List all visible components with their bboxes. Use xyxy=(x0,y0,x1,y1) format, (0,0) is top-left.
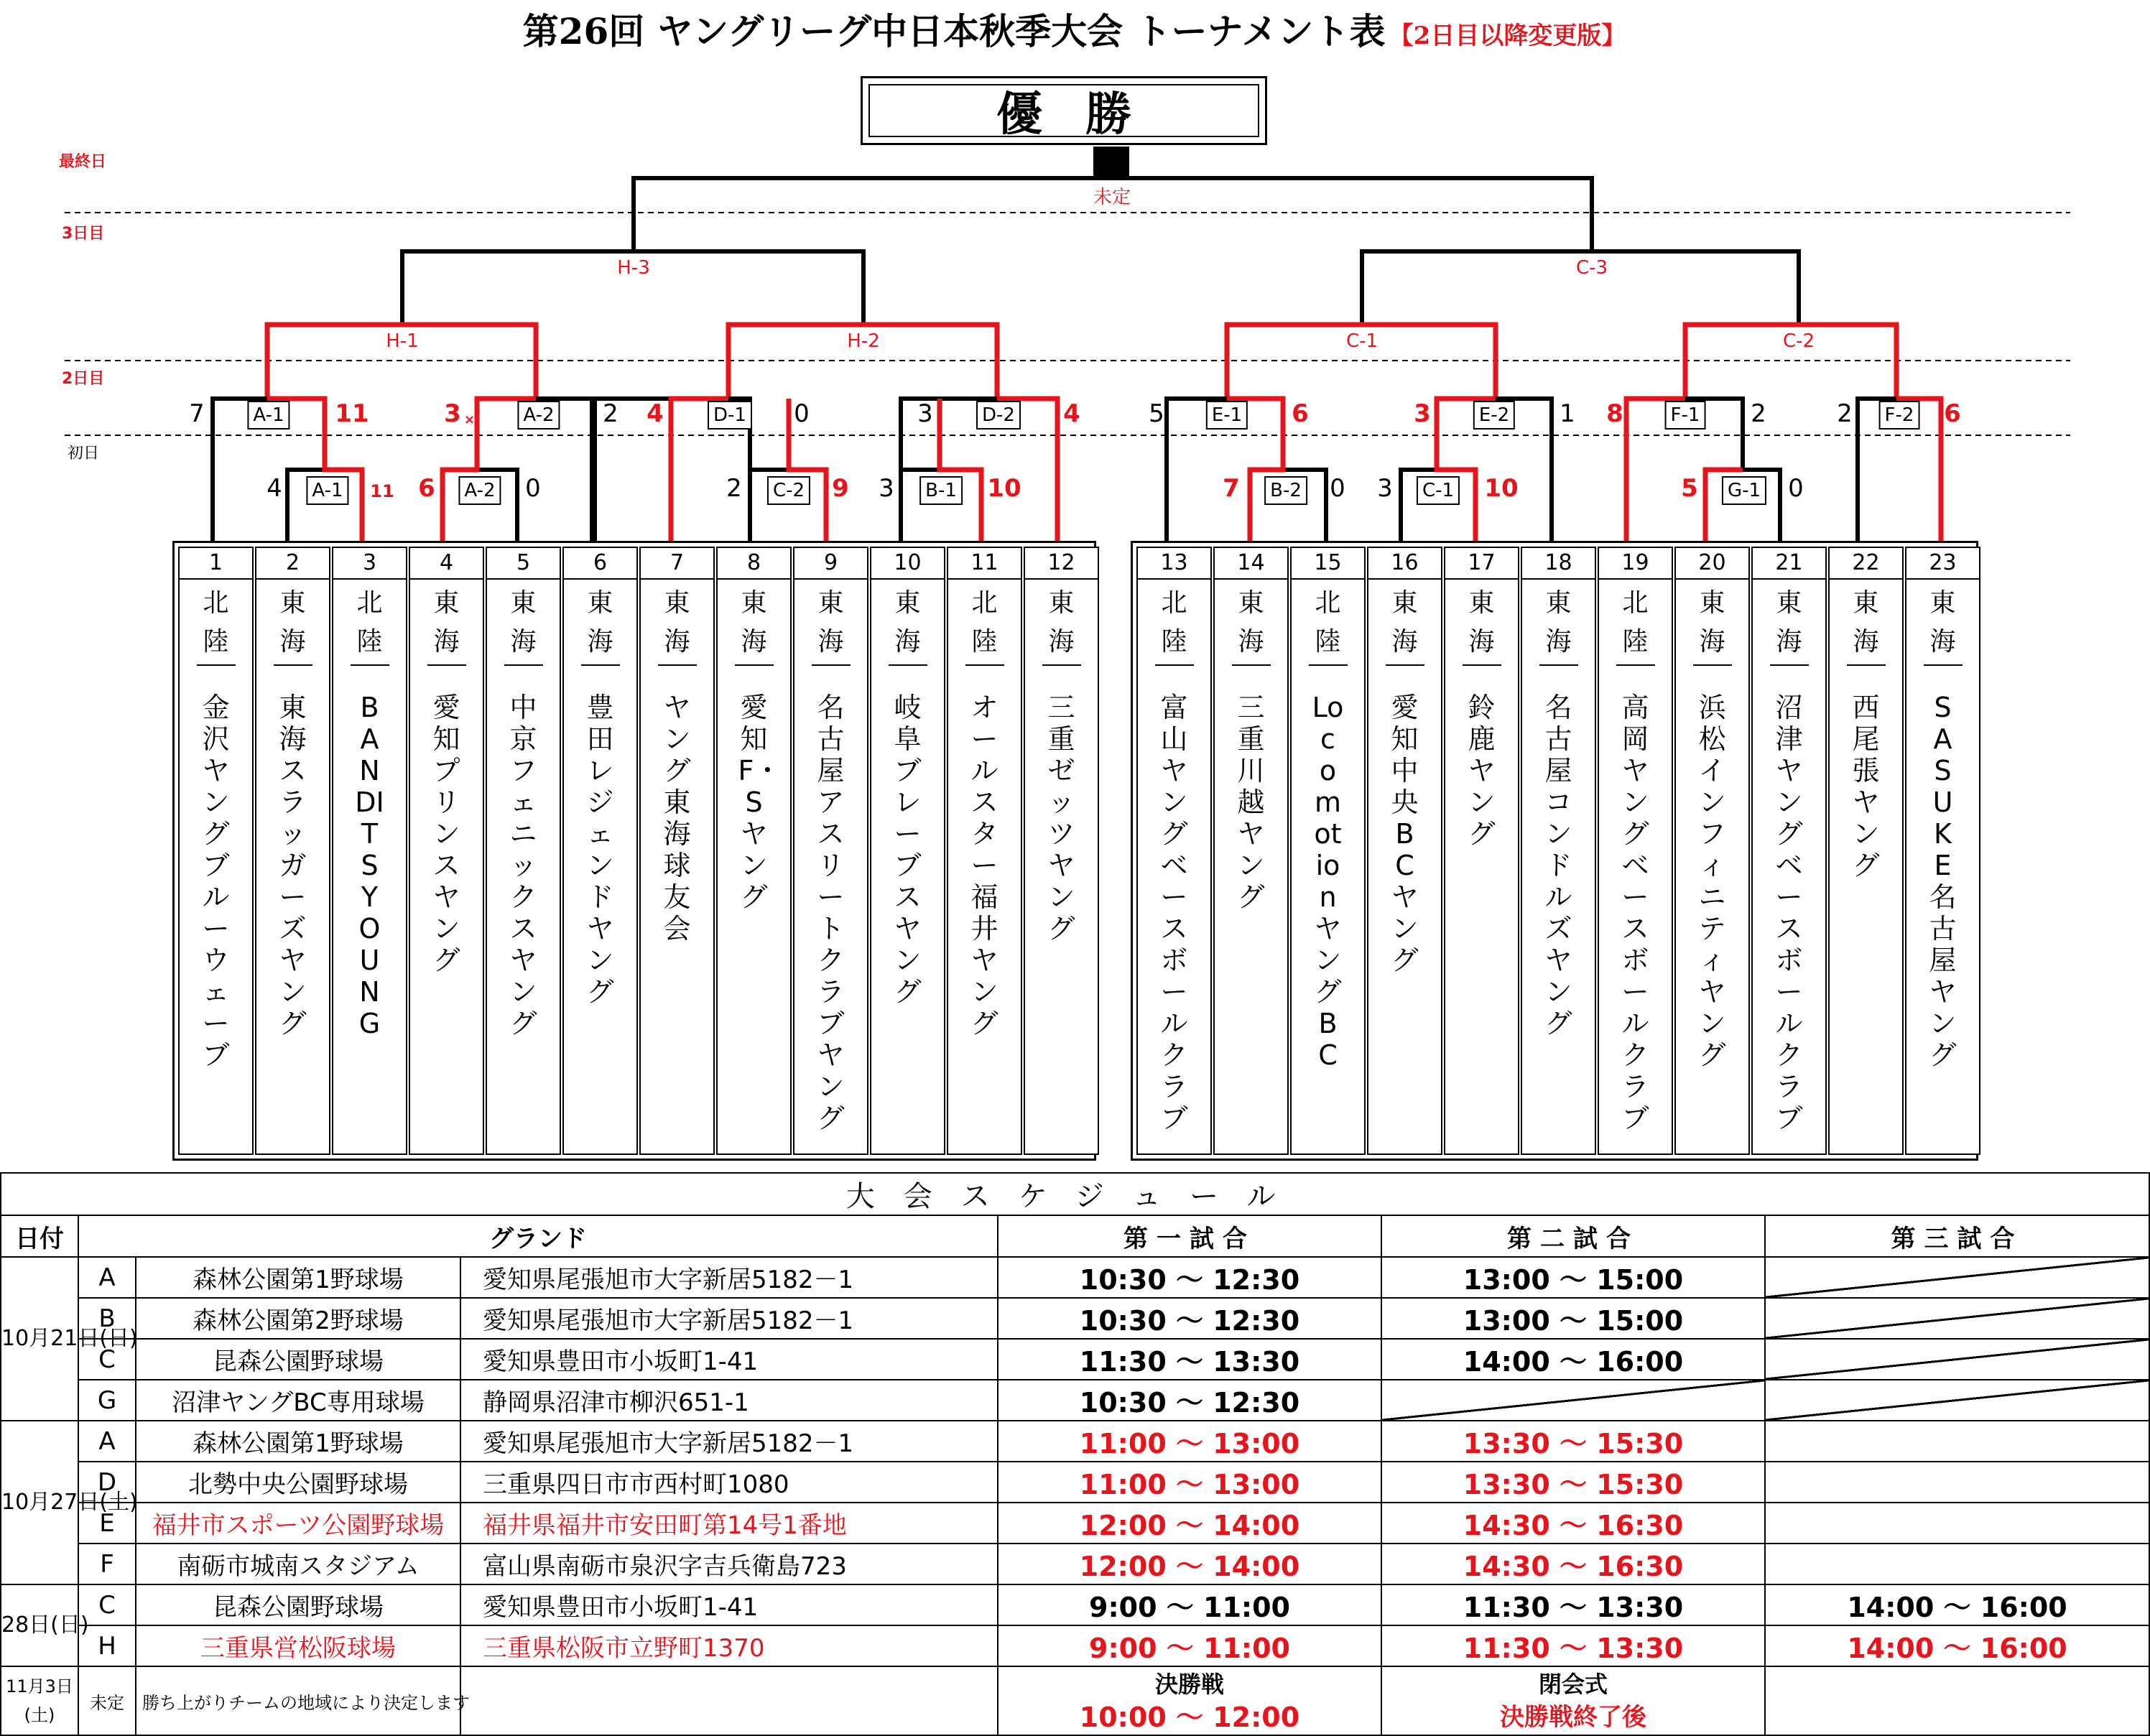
ground-address: 三重県松阪市立野町1370 xyxy=(460,1625,998,1666)
game1-time: 11:30 ～ 13:30 xyxy=(998,1339,1381,1380)
ground-code: 未定 xyxy=(78,1666,136,1735)
score-d1-right: 0 xyxy=(794,399,810,428)
game2-time: 14:00 ～ 16:00 xyxy=(1381,1339,1765,1380)
team-number: 10 xyxy=(871,548,944,580)
ground-address xyxy=(460,1666,998,1735)
schedule-title: 大会スケジュール xyxy=(1,1173,2149,1215)
game3-empty xyxy=(1765,1544,2149,1584)
game2-time: 11:30 ～ 13:30 xyxy=(1381,1584,1765,1625)
closing-ceremony-label: 閉会式 xyxy=(1538,1671,1608,1698)
team-region: 東海 xyxy=(1693,580,1732,666)
score-d2-left: 3 xyxy=(917,399,933,428)
title-sub: 【2日目以降変更版】 xyxy=(1389,22,1626,50)
team-column xyxy=(1213,547,1289,1155)
score-a1-left: 7 xyxy=(189,399,205,428)
team-region: 東海 xyxy=(1539,580,1578,666)
schedule-row xyxy=(1,1462,2149,1503)
team-column xyxy=(947,547,1022,1155)
team-name: 東海スラッガーズヤング xyxy=(279,692,307,1039)
ground-address: 愛知県尾張旭市大字新居5182－1 xyxy=(460,1421,998,1462)
score-c2r1-right: 9 xyxy=(832,474,849,503)
score-e2-right: 1 xyxy=(1560,399,1575,428)
team-number: 7 xyxy=(641,548,713,580)
team-column xyxy=(1674,547,1750,1155)
score-a1r1-left: 4 xyxy=(267,474,282,503)
team-region: 東海 xyxy=(1232,580,1271,666)
date-cell: 10月21日(日) xyxy=(1,1257,78,1421)
team-name: 鈴鹿ヤング xyxy=(1468,692,1496,850)
team-number: 4 xyxy=(410,548,483,580)
score-e1-left: 5 xyxy=(1149,399,1164,428)
match-c3: C-3 xyxy=(1575,257,1608,279)
team-name: 名古屋コンドルズヤング xyxy=(1544,692,1572,1039)
game2-time: 13:00 ～ 15:00 xyxy=(1381,1257,1765,1298)
match-c2-r1: C-2 xyxy=(767,476,810,505)
team-column xyxy=(562,547,638,1155)
team-column xyxy=(1290,547,1366,1155)
team-number: 13 xyxy=(1138,548,1210,580)
final-game-time: 10:00 ～ 12:00 xyxy=(1079,1702,1300,1733)
header-game3: 第三試合 xyxy=(1765,1215,2149,1257)
match-a1-r1: A-1 xyxy=(306,476,348,505)
champion-label: 優勝 xyxy=(996,88,1174,141)
schedule-row xyxy=(1,1298,2149,1339)
score-d1-left: 4 xyxy=(647,399,664,428)
game1-time: 12:00 ～ 14:00 xyxy=(998,1503,1381,1544)
team-column xyxy=(1751,547,1827,1155)
team-column xyxy=(1905,547,1980,1155)
game3-empty xyxy=(1765,1503,2149,1544)
team-region: 北陸 xyxy=(1616,580,1655,666)
schedule-row xyxy=(1,1544,2149,1584)
closing-ceremony-cell xyxy=(1381,1666,1765,1735)
match-h1: H-1 xyxy=(386,330,419,352)
game1-time: 11:00 ～ 13:00 xyxy=(998,1421,1381,1462)
date-cell: 11月3日(土) xyxy=(1,1666,78,1735)
header-game1: 第一試合 xyxy=(998,1215,1381,1257)
match-h3: H-3 xyxy=(617,257,650,279)
team-region: 東海 xyxy=(812,580,851,666)
team-column xyxy=(1136,547,1212,1155)
ground-code: F xyxy=(78,1544,136,1584)
header-ground: グランド xyxy=(78,1215,998,1257)
game3-empty xyxy=(1765,1298,2149,1339)
team-number: 20 xyxy=(1676,548,1748,580)
match-a1: A-1 xyxy=(247,401,289,430)
score-b1-right: 10 xyxy=(987,474,1021,503)
game1-time: 9:00 ～ 11:00 xyxy=(998,1584,1381,1625)
score-a2r1-right: 0 xyxy=(525,474,541,503)
score-b1-left: 3 xyxy=(879,474,894,503)
day-label-1: 初日 xyxy=(68,445,100,463)
ground-name: 勝ち上がりチームの地域により決定します xyxy=(136,1666,460,1735)
match-a2: A-2 xyxy=(517,401,560,430)
team-number: 9 xyxy=(794,548,867,580)
team-region: 東海 xyxy=(581,580,620,666)
date-cell: 10月27日(土) xyxy=(1,1421,78,1584)
match-e1: E-1 xyxy=(1206,401,1248,430)
game1-time: 10:30 ～ 12:30 xyxy=(998,1298,1381,1339)
team-region: 北陸 xyxy=(1309,580,1348,666)
schedule-row xyxy=(1,1584,2149,1625)
team-region: 東海 xyxy=(1924,580,1963,666)
schedule-row xyxy=(1,1625,2149,1666)
team-number: 3 xyxy=(333,548,406,580)
team-name: 三重ゼッツヤング xyxy=(1047,692,1075,944)
score-f1-right: 2 xyxy=(1751,399,1766,428)
team-name: 愛知中央BCヤング xyxy=(1391,692,1419,976)
game1-time: 11:00 ～ 13:00 xyxy=(998,1462,1381,1503)
ground-code: E xyxy=(78,1503,136,1544)
ground-name: 三重県営松阪球場 xyxy=(136,1625,460,1666)
match-c1-r1: C-1 xyxy=(1417,476,1460,505)
team-number: 16 xyxy=(1368,548,1441,580)
team-column xyxy=(1598,547,1673,1155)
team-column xyxy=(1444,547,1519,1155)
ground-address: 愛知県尾張旭市大字新居5182－1 xyxy=(460,1298,998,1339)
game3-empty xyxy=(1765,1339,2149,1380)
score-a2r1-left: 6 xyxy=(418,474,435,503)
team-name: オールスター福井ヤング xyxy=(970,692,998,1039)
team-column xyxy=(1828,547,1904,1155)
ground-address: 静岡県沼津市柳沢651-1 xyxy=(460,1380,998,1421)
team-name: 中京フェニックスヤング xyxy=(509,692,537,1039)
ground-code: B xyxy=(78,1298,136,1339)
match-d2: D-2 xyxy=(976,401,1021,430)
ground-address: 富山県南砺市泉沢字吉兵衛島723 xyxy=(460,1544,998,1584)
team-column xyxy=(1367,547,1442,1155)
game3-time: 14:00 ～ 16:00 xyxy=(1765,1625,2149,1666)
game3-empty xyxy=(1765,1257,2149,1298)
ground-name: 沼津ヤングBC専用球場 xyxy=(136,1380,460,1421)
game1-time: 10:30 ～ 12:30 xyxy=(998,1380,1381,1421)
team-number: 23 xyxy=(1906,548,1979,580)
winner-path-b1 xyxy=(940,399,981,544)
team-number: 18 xyxy=(1522,548,1595,580)
team-number: 22 xyxy=(1830,548,1902,580)
ground-code: A xyxy=(78,1421,136,1462)
team-region: 東海 xyxy=(1386,580,1424,666)
team-name: 富山ヤングベースボールクラブ xyxy=(1160,692,1188,1134)
team-number: 12 xyxy=(1025,548,1098,580)
team-region: 東海 xyxy=(427,580,466,666)
team-region: 東海 xyxy=(658,580,697,666)
team-region: 北陸 xyxy=(1155,580,1194,666)
game2-time: 14:30 ～ 16:30 xyxy=(1381,1503,1765,1544)
schedule-row xyxy=(1,1503,2149,1544)
team-name: 名古屋アスリートクラブヤング xyxy=(817,692,845,1134)
ground-code: C xyxy=(78,1339,136,1380)
game2-time: 13:30 ～ 15:30 xyxy=(1381,1421,1765,1462)
team-column xyxy=(409,547,484,1155)
match-e2: E-2 xyxy=(1473,401,1515,430)
team-name: 愛知F・Sヤング xyxy=(738,692,782,913)
ground-name: 昆森公園野球場 xyxy=(136,1584,460,1625)
team-name: LocomotionヤングBC xyxy=(1312,692,1344,1071)
score-b2-left: 7 xyxy=(1223,474,1240,503)
team-column xyxy=(793,547,868,1155)
team-name: SASUKE名古屋ヤング xyxy=(1929,692,1957,1071)
game2-time: 13:00 ～ 15:00 xyxy=(1381,1298,1765,1339)
team-column xyxy=(639,547,715,1155)
match-b1: B-1 xyxy=(919,476,963,505)
match-f2: F-2 xyxy=(1879,401,1920,430)
match-c2: C-2 xyxy=(1782,330,1815,352)
team-region: 北陸 xyxy=(965,580,1004,666)
match-c1: C-1 xyxy=(1345,330,1378,352)
ground-code: G xyxy=(78,1380,136,1421)
team-column xyxy=(255,547,330,1155)
score-c1r1-right: 10 xyxy=(1484,474,1519,503)
ground-code: D xyxy=(78,1462,136,1503)
match-f1: F-1 xyxy=(1665,401,1706,430)
team-region: 東海 xyxy=(274,580,312,666)
game3-empty xyxy=(1765,1462,2149,1503)
score-g1-right: 0 xyxy=(1788,474,1804,503)
team-region: 東海 xyxy=(889,580,927,666)
ground-name: 昆森公園野球場 xyxy=(136,1339,460,1380)
team-name: BANDITS YOUNG xyxy=(355,692,384,1039)
ground-address: 福井県福井市安田町第14号1番地 xyxy=(460,1503,998,1544)
score-a1-right: 11 xyxy=(335,399,369,428)
match-final: 未定 xyxy=(1093,187,1131,208)
score-a2-right: 2 xyxy=(603,399,618,428)
schedule-row xyxy=(1,1421,2149,1462)
ground-code: A xyxy=(78,1257,136,1298)
team-column xyxy=(486,547,561,1155)
score-f1-left: 8 xyxy=(1606,399,1623,428)
team-column xyxy=(332,547,407,1155)
game2-time: 11:30 ～ 13:30 xyxy=(1381,1625,1765,1666)
game1-time: 10:30 ～ 12:30 xyxy=(998,1257,1381,1298)
match-g1: G-1 xyxy=(1722,476,1766,505)
team-column xyxy=(870,547,945,1155)
team-number: 2 xyxy=(256,548,329,580)
game2-time: 13:30 ～ 15:30 xyxy=(1381,1462,1765,1503)
team-number: 19 xyxy=(1599,548,1672,580)
team-column xyxy=(178,547,254,1155)
ground-address: 愛知県豊田市小坂町1-41 xyxy=(460,1584,998,1625)
score-f2-right: 6 xyxy=(1944,399,1961,428)
schedule-row xyxy=(1,1257,2149,1298)
team-number: 15 xyxy=(1292,548,1364,580)
team-number: 14 xyxy=(1215,548,1287,580)
match-a2-r1: A-2 xyxy=(458,476,501,505)
team-column xyxy=(716,547,792,1155)
score-g1-left: 5 xyxy=(1681,474,1698,503)
ground-code: C xyxy=(78,1584,136,1625)
day-label-final: 最終日 xyxy=(59,153,107,171)
game3-empty xyxy=(1765,1421,2149,1462)
ground-name: 森林公園第1野球場 xyxy=(136,1421,460,1462)
match-h2: H-2 xyxy=(847,330,880,352)
ground-address: 愛知県豊田市小坂町1-41 xyxy=(460,1339,998,1380)
team-region: 東海 xyxy=(504,580,543,666)
team-name: 岐阜ブレーブスヤング xyxy=(894,692,922,1008)
score-d2-right: 4 xyxy=(1063,399,1080,428)
header-game2: 第二試合 xyxy=(1381,1215,1765,1257)
team-region: 東海 xyxy=(1463,580,1501,666)
team-name: 浜松インフィニティヤング xyxy=(1698,692,1726,1071)
day-label-3: 3日目 xyxy=(62,225,105,243)
final-game-label: 決勝戦 xyxy=(1154,1671,1224,1698)
schedule-row xyxy=(1,1380,2149,1421)
ground-name: 福井市スポーツ公園野球場 xyxy=(136,1503,460,1544)
team-name: 愛知プリンスヤング xyxy=(432,692,460,976)
score-b2-right: 0 xyxy=(1330,474,1345,503)
team-column xyxy=(1521,547,1596,1155)
score-c1r1-left: 3 xyxy=(1377,474,1393,503)
score-a2-left: 3 xyxy=(444,399,461,428)
schedule-row xyxy=(1,1666,2149,1735)
game3-time: 14:00 ～ 16:00 xyxy=(1765,1584,2149,1625)
team-region: 東海 xyxy=(1847,580,1886,666)
ground-name: 森林公園第2野球場 xyxy=(136,1298,460,1339)
final-game-cell xyxy=(998,1666,1381,1735)
team-region: 東海 xyxy=(735,580,774,666)
team-name: ヤング東海球友会 xyxy=(663,692,691,944)
team-number: 17 xyxy=(1445,548,1518,580)
team-name: 高岡ヤングベースボールクラブ xyxy=(1621,692,1649,1134)
header-date: 日付 xyxy=(1,1215,78,1257)
game1-time: 9:00 ～ 11:00 xyxy=(998,1625,1381,1666)
team-name: 三重川越ヤング xyxy=(1237,692,1265,913)
team-name: 西尾張ヤング xyxy=(1852,692,1880,881)
game3-empty xyxy=(1765,1666,2149,1735)
champion-box xyxy=(861,76,1267,145)
team-number: 21 xyxy=(1753,548,1825,580)
team-column xyxy=(1024,547,1099,1155)
score-e2-left: 3 xyxy=(1414,399,1431,428)
match-b2: B-2 xyxy=(1264,476,1307,505)
team-number: 11 xyxy=(948,548,1021,580)
game3-empty xyxy=(1765,1380,2149,1421)
team-region: 東海 xyxy=(1042,580,1081,666)
team-name: 沼津ヤングベースボールクラブ xyxy=(1775,692,1803,1134)
schedule-table xyxy=(0,1172,2150,1736)
team-region: 北陸 xyxy=(351,580,389,666)
team-number: 6 xyxy=(564,548,636,580)
team-number: 5 xyxy=(487,548,560,580)
score-f2-left: 2 xyxy=(1837,399,1853,428)
ground-code: H xyxy=(78,1625,136,1666)
ground-address: 愛知県尾張旭市大字新居5182－1 xyxy=(460,1257,998,1298)
ground-address: 三重県四日市市西村町1080 xyxy=(460,1462,998,1503)
team-name: 金沢ヤングブルーウェーブ xyxy=(202,692,230,1071)
champion-stem xyxy=(1093,147,1129,178)
schedule-row xyxy=(1,1339,2149,1380)
ground-name: 北勢中央公園野球場 xyxy=(136,1462,460,1503)
team-region: 北陸 xyxy=(197,580,236,666)
date-cell: 28日(日) xyxy=(1,1584,78,1666)
ground-name: 森林公園第1野球場 xyxy=(136,1257,460,1298)
score-c2r1-left: 2 xyxy=(726,474,742,503)
match-d1: D-1 xyxy=(708,401,752,430)
game2-empty xyxy=(1381,1380,1765,1421)
team-number: 1 xyxy=(180,548,252,580)
score-a1r1-right: 11 xyxy=(370,481,394,501)
title-main: 第26回 ヤングリーグ中日本秋季大会 トーナメント表 xyxy=(522,10,1386,52)
team-region: 東海 xyxy=(1770,580,1809,666)
forfeit-mark: × xyxy=(464,412,476,427)
score-e1-right: 6 xyxy=(1292,399,1309,428)
team-name: 豊田レジェンドヤング xyxy=(586,692,614,1008)
game2-time: 14:30 ～ 16:30 xyxy=(1381,1544,1765,1584)
game1-time: 12:00 ～ 14:00 xyxy=(998,1544,1381,1584)
team-number: 8 xyxy=(718,548,790,580)
ground-name: 南砺市城南スタジアム xyxy=(136,1544,460,1584)
day-label-2: 2日目 xyxy=(62,370,105,388)
closing-ceremony-time: 決勝戦終了後 xyxy=(1500,1703,1646,1732)
